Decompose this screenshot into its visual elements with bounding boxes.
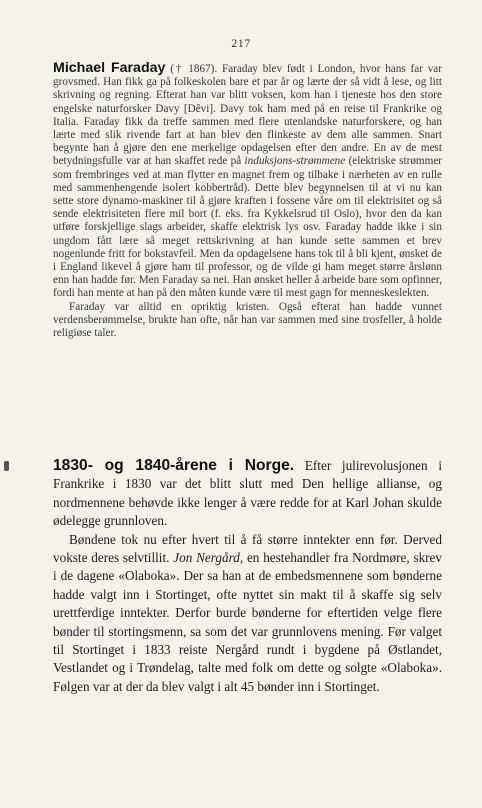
norway-heading: 1830- og 1840-årene i Norge. (53, 457, 295, 474)
faraday-text-part2: (elektriske strømmer som frembringes ved at man flytter en magnet frem og tilbake i nærheten av en rulle med sammenhengende isolert kobbertråd). Dette blev begynnelsen til at vi nu kan sette store dynamo-maskiner til å gjøre kraften i fossene våre om til elektrisitet og så sende elektrisiteten flere mil bort (f. eks. fra Kykkelsrud til Oslo), hvor den da kan utføre forskjellige slags arbeider, skaffe elektrisk lys osv. Faraday hadde ikke i sin ungdom fått lære så meget rettskrivning at han kunde sette sammen et brev nogenlunde fritt for bokstavfeil. Men da opdagelsene hans tok til å bli kjent, ønsket de i England likevel å gjøre ham til professor, og de vilde gi ham meget større årslønn enn han hadde før. Men Faraday sa nei. Han ønsket heller å arbeide bare som opfinner, fordi han mente at han på den måten kunde være til mest gagn for menneskeslekten. (53, 155, 443, 300)
norway-para2-a: Bøndene tok nu efter hvert til å få større inntekter enn før. Derved vokste deres selvtillit. (53, 531, 442, 566)
jon-nergard-name: Jon Nergård, (173, 550, 244, 566)
faraday-christian-paragraph: Faraday var alltid en opriktig kristen. Også efterat han hadde vunnet verdensberømmelse, brukte han ofte, når han var sammen med sine trosfeller, å holde religiøse taler. (53, 300, 442, 340)
norway-para1-text: Efter julirevolusjonen i Frankrike i 1830 var det blitt slutt med Den hellige allianse, og nordmennene behøvde ikke lenger å være redde for at Karl Johan skulde ødelegge grunnloven. (53, 458, 443, 529)
faraday-heading-note: († 1867). (170, 63, 218, 75)
page-number: 217 (231, 36, 251, 50)
norway-section (53, 457, 442, 696)
induction-term: induksjons-strømmene (244, 155, 346, 168)
norway-para2-b: en hestehandler fra Nordmøre, skrev i de dagene «Olaboka». Der sa han at de embedsmennene som bønderne hadde valgt inn i Stortinget, ofte nyttet sin makt til å skaffe sig selv urettferdige inntekter. Derfor burde bønderne for eftertiden velge flere bønder til stortingsmenn, sa som det var grunnlovens mening. Før valget til Stortinget i 1833 reiste Nergård rundt i bygdene på Østlandet, Vestlandet og i Trøndelag, talte med folk om dette og solgte «Olaboka». Følgen var at der da blev valgt i alt 45 bønder inn i Stortinget. (53, 550, 443, 694)
faraday-heading: Michael Faraday (53, 60, 166, 76)
faraday-text-part1: Faraday blev født i London, hvor hans far var grovsmed. Han fikk ga på folkeskolen bare et par år og lærte der så vidt å lese, og litt skrivning og regning. Efterat han var blitt voksen, kom han i tjeneste hos den store engelske naturforsker Davy [Dêvi]. Davy tok ham med på en reise til Frankrike og Italia. Faraday fikk da treffe sammen med flere utenlandske naturforskere, og han lærte med slik rivende fart at han blev den flinkeste av dem alle sammen. Snart begynte han å gjøre den ene merkelige opdagelsen efter den andre. En av de mest betydningsfulle var at han skaffet rede på (53, 63, 443, 168)
faraday-paragraph (53, 62, 442, 301)
norway-second-paragraph (53, 531, 442, 697)
norway-first-paragraph (53, 457, 442, 531)
faraday-section (53, 62, 442, 340)
margin-mark (4, 461, 9, 471)
